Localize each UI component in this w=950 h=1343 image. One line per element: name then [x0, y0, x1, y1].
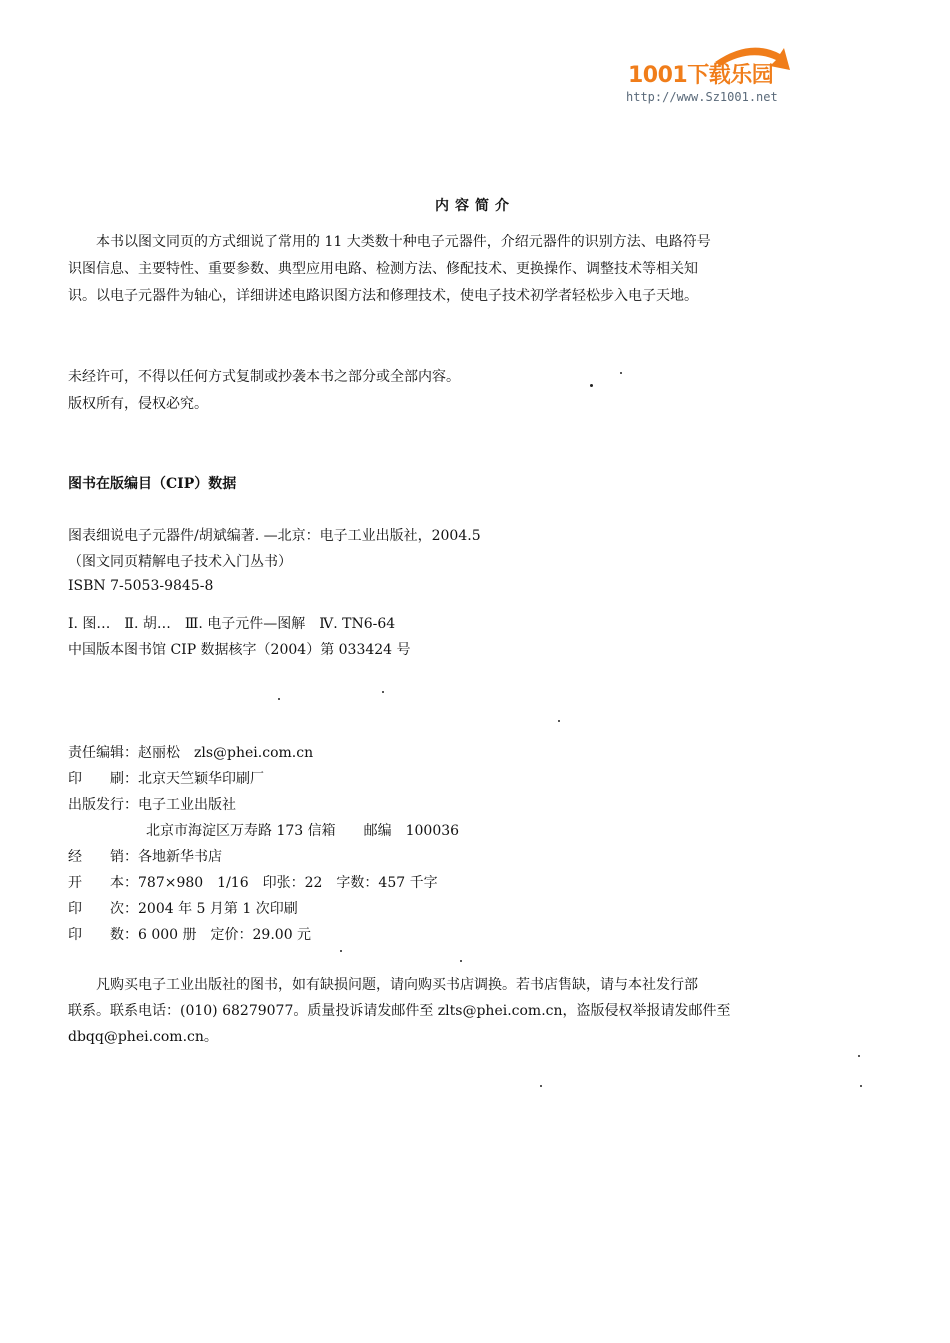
copyright-reserved: 版权所有，侵权必究。 — [68, 396, 208, 412]
cip-series-line: （图文同页精解电子技术入门丛书） — [68, 554, 292, 570]
intro-title: 内容简介 — [435, 198, 515, 214]
purchase-notice-line: 凡购买电子工业出版社的图书，如有缺损问题，请向购买书店调换。若书店售缺，请与本社发行部 — [68, 977, 698, 993]
cip-heading: 图书在版编目（CIP）数据 — [68, 476, 237, 492]
intro-paragraph-line: 识。以电子元器件为轴心，详细讲述电路识图方法和修理技术，使电子技术初学者轻松步入电子天地。 — [68, 288, 698, 304]
purchase-notice-line: 联系。联系电话：(010) 68279077。质量投诉请发邮件至 zlts@phei.com.cn，盗版侵权举报请发邮件至 — [68, 1003, 731, 1019]
intro-paragraph-line: 识图信息、主要特性、重要参数、典型应用电路、检测方法、修配技术、更换操作、调整技术等相关知 — [68, 261, 698, 277]
publisher: 出版发行：电子工业出版社 — [68, 797, 236, 813]
purchase-notice-line: dbqq@phei.com.cn。 — [68, 1029, 218, 1045]
cip-classification: Ⅰ. 图… Ⅱ. 胡… Ⅲ. 电子元件—图解 Ⅳ. TN6-64 — [68, 616, 396, 632]
cip-isbn: ISBN 7-5053-9845-8 — [68, 578, 214, 594]
distributor: 经 销：各地新华书店 — [68, 849, 222, 865]
print-edition: 印 次：2004 年 5 月第 1 次印刷 — [68, 901, 298, 917]
book-format: 开 本：787×980 1/16 印张：22 字数：457 千字 — [68, 875, 438, 891]
cip-title-line: 图表细说电子元器件/胡斌编著. —北京：电子工业出版社，2004.5 — [68, 528, 481, 544]
printer: 印 刷：北京天竺颖华印刷厂 — [68, 771, 264, 787]
logo-url: http://www.Sz1001.net — [626, 90, 778, 104]
publisher-address: 北京市海淀区万寿路 173 信箱 邮编 100036 — [146, 823, 460, 839]
responsible-editor: 责任编辑：赵丽松 zls@phei.com.cn — [68, 745, 314, 761]
site-logo — [620, 40, 795, 110]
intro-paragraph-line: 本书以图文同页的方式细说了常用的 11 大类数十种电子元器件，介绍元器件的识别方法、电路符号 — [68, 234, 711, 250]
logo-brand-text: 1001下载乐园 — [628, 63, 774, 88]
copyright-notice: 未经许可，不得以任何方式复制或抄袭本书之部分或全部内容。 — [68, 369, 460, 385]
print-run-and-price: 印 数：6 000 册 定价：29.00 元 — [68, 927, 312, 943]
cip-library-number: 中国版本图书馆 CIP 数据核字（2004）第 033424 号 — [68, 642, 411, 658]
